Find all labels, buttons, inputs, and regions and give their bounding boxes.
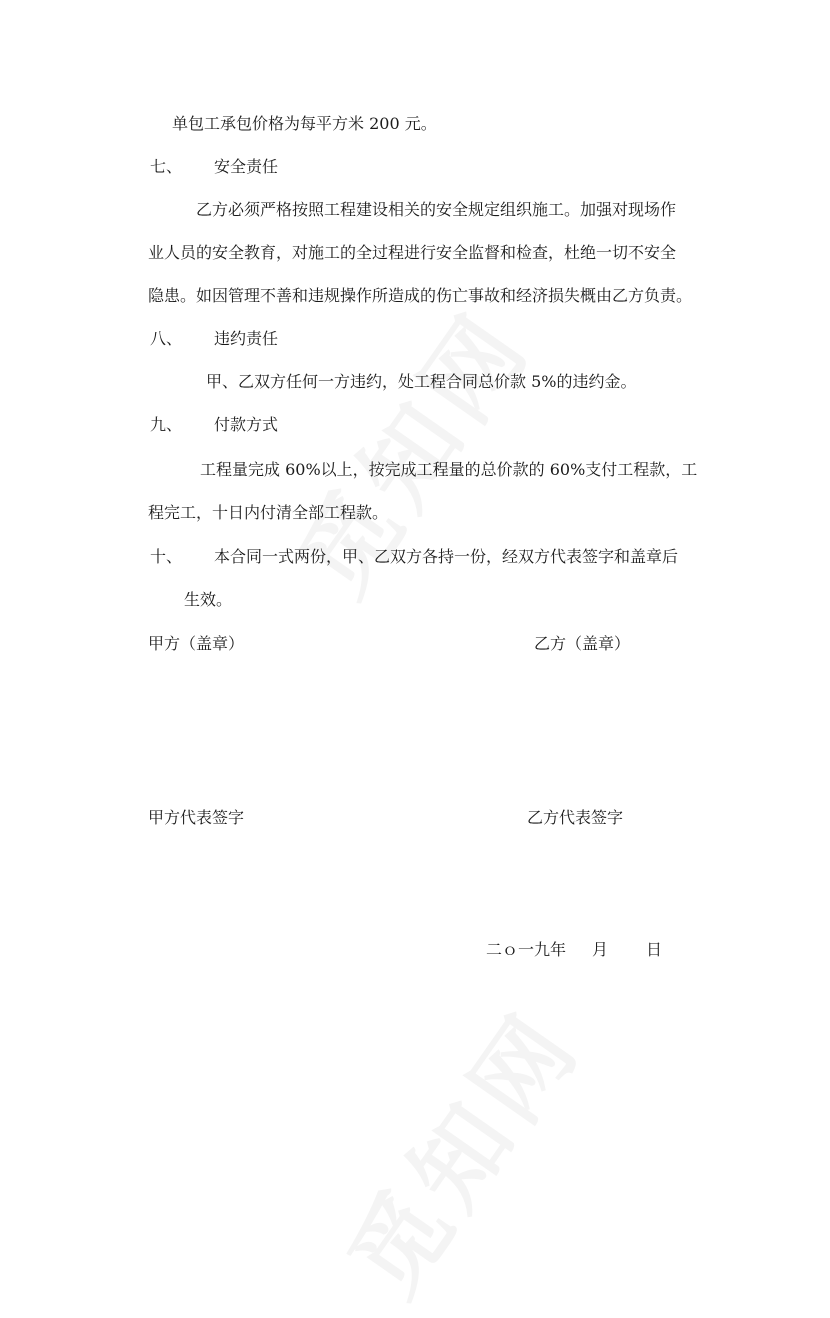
section-heading — [150, 156, 278, 178]
section-number: 九、 — [150, 415, 183, 434]
watermark — [312, 979, 607, 1318]
date-year: 二ｏ一九年 — [486, 940, 567, 959]
paragraph-line: 生效。 — [184, 590, 233, 609]
party-a-seal-label: 甲方（盖章） — [148, 634, 245, 653]
paragraph-line: 乙方必须严格按照工程建设相关的安全规定组织施工。加强对现场作 — [196, 200, 677, 219]
paragraph-line: 甲、乙双方任何一方违约，处工程合同总价款 5%的违约金。 — [206, 372, 637, 391]
date-day: 日 — [646, 940, 663, 959]
section-heading — [150, 546, 678, 568]
section-text: 本合同一式两份，甲、乙双方各持一份，经双方代表签字和盖章后 — [214, 547, 679, 566]
party-a-signature-label: 甲方代表签字 — [148, 808, 245, 827]
paragraph-line: 隐患。如因管理不善和违规操作所造成的伤亡事故和经济损失概由乙方负责。 — [148, 286, 693, 305]
section-heading — [150, 414, 278, 436]
paragraph-line: 单包工承包价格为每平方米 200 元。 — [172, 114, 437, 133]
paragraph-line: 工程量完成 60%以上，按完成工程量的总价款的 60%支付工程款，工 — [200, 460, 698, 479]
section-number: 十、 — [150, 547, 183, 566]
date-month: 月 — [592, 940, 609, 959]
section-title: 付款方式 — [214, 415, 279, 434]
section-title: 违约责任 — [214, 329, 279, 348]
party-b-signature-label: 乙方代表签字 — [527, 808, 624, 827]
signing-date — [486, 939, 662, 961]
section-number: 八、 — [150, 329, 183, 348]
section-title: 安全责任 — [214, 157, 279, 176]
paragraph-line: 业人员的安全教育，对施工的全过程进行安全监督和检查，杜绝一切不安全 — [148, 243, 677, 262]
party-b-seal-label: 乙方（盖章） — [534, 634, 631, 653]
paragraph-line: 程完工，十日内付清全部工程款。 — [148, 503, 389, 522]
section-number: 七、 — [150, 157, 183, 176]
section-heading — [150, 328, 278, 350]
